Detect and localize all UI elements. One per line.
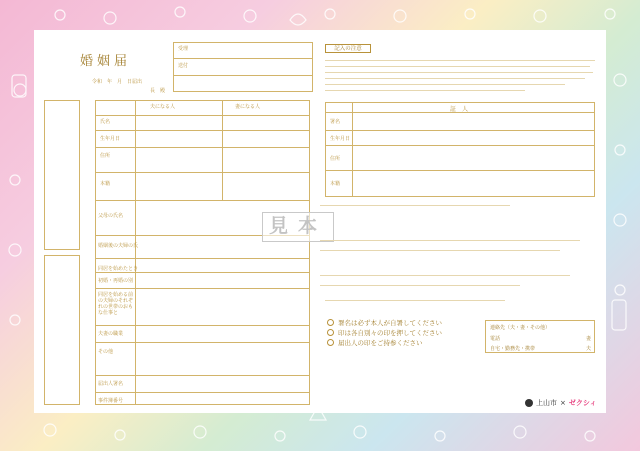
contact-husband-mark: 夫 [586,346,592,352]
note-line [325,72,593,73]
row-line [95,147,310,148]
received-label: 受理 [178,46,189,52]
row-cohabit: 同居を始めたとき [98,266,139,272]
note-line [325,84,565,85]
row-name: 氏名 [100,119,111,125]
check-column-lower [44,255,80,405]
row-line [95,115,310,116]
row-other: その他 [98,349,114,355]
row-birthdate: 生年月日 [100,136,121,142]
checklist-text: 届出人の印をご持参ください [338,339,423,347]
husband-header: 夫になる人 [150,104,176,110]
checklist-text: 印は各自別々の印を押してください [338,329,442,337]
divider [173,75,313,76]
row-surname: 婚姻後の夫婦の氏 [98,243,139,249]
divider [173,58,313,59]
sample-watermark: 見本 [262,212,334,242]
contact-phone-label: 電話 [490,336,501,342]
row-marital: 初婚・再婚の別 [98,278,134,284]
wife-header: 妻になる人 [235,104,261,110]
row-line [325,145,595,146]
circle-icon [327,329,334,336]
main-table [95,100,310,405]
contact-home-label: 自宅・勤務先・携帯 [490,346,536,352]
row-line [95,172,310,173]
row-line [325,130,595,131]
checklist-text: 署名は必ず本人が自署してください [338,319,442,327]
witness-header: 証 人 [450,106,469,113]
checklist-item [327,338,423,347]
row-domicile: 本籍 [100,181,111,187]
check-column [44,100,80,250]
note-line [325,66,590,67]
row-line [325,170,595,171]
row-line [95,288,310,289]
column-divider [352,102,353,197]
footer-logos [525,398,596,408]
cross-icon: × [560,399,566,407]
note-line [325,60,595,61]
note-line [320,250,560,251]
circle-icon [327,339,334,346]
row-line [325,112,595,113]
row-parents: 父母の氏名 [98,213,124,219]
row-signature: 届出人署名 [98,381,124,387]
brand-name: ゼクシィ [568,399,597,407]
note-line [320,275,570,276]
witness-row-address: 住所 [330,156,341,162]
row-occupation: 夫妻の職業 [98,331,124,337]
received-box [173,42,313,92]
row-line [95,325,310,326]
row-line [95,130,310,131]
row-line [95,200,310,201]
note-line [320,285,520,286]
row-address: 住所 [100,153,111,159]
city-name: 上山市 [536,399,557,407]
note-line [325,300,505,301]
column-divider [135,100,136,405]
sent-label: 送付 [178,63,189,69]
note-line [325,90,525,91]
note-line [320,205,510,206]
contact-box [485,320,595,353]
row-line [95,258,310,259]
addressee-label: 長 殿 [150,88,166,94]
contact-title: 連絡先（夫・妻・その他） [490,325,551,331]
contact-wife-mark: 妻 [586,336,592,342]
form-title: 婚姻届 [80,54,132,69]
circle-icon [327,319,334,326]
witness-row-domicile: 本籍 [330,181,341,187]
row-line [95,272,310,273]
witness-row-signature: 署名 [330,119,341,125]
checklist-item [327,318,442,327]
row-household: 同居を始める前の夫婦のそれぞれの世帯のおもな仕事と [98,292,134,316]
note-line [320,240,580,241]
row-line [95,392,310,393]
row-line [95,342,310,343]
row-line [95,375,310,376]
notes-title: 記入の注意 [325,44,371,53]
checklist-item [327,328,442,337]
witness-table [325,102,595,197]
witness-row-birthdate: 生年月日 [330,136,351,142]
note-line [325,78,585,79]
city-emblem-icon [525,399,533,407]
row-case-number: 事件簿番号 [98,398,124,404]
date-label: 令和 年 月 日届出 [92,79,143,85]
